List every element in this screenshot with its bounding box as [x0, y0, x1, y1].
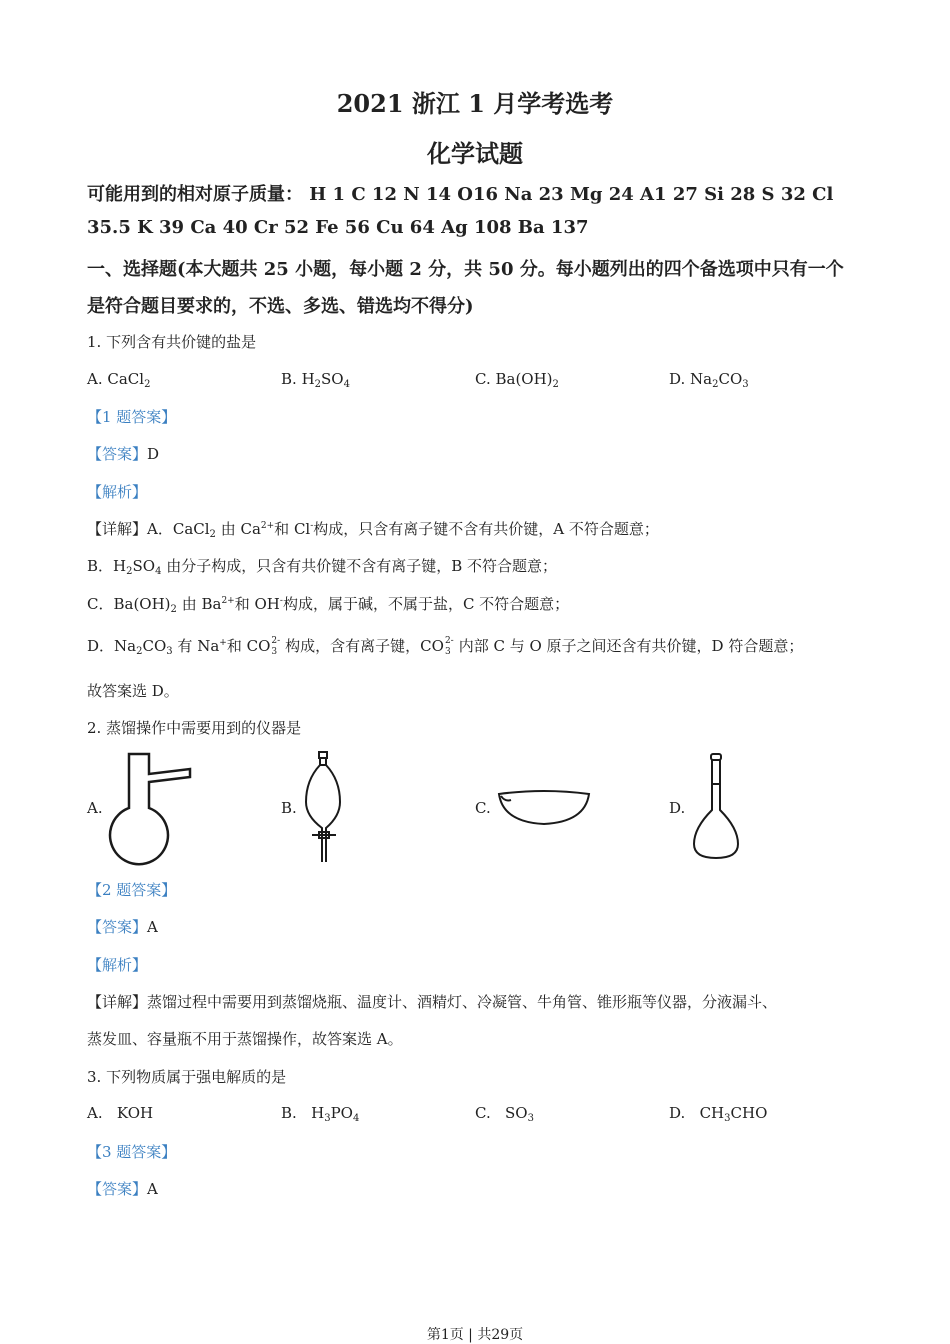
q3-option-b[interactable]: B. $H_3PO_4$ [281, 1104, 360, 1124]
q3-answer: 【答案】A [87, 1180, 158, 1198]
q2-option-d-label[interactable]: D. [669, 799, 686, 817]
volumetric-flask-icon [692, 752, 742, 862]
distilling-flask-icon [105, 752, 195, 862]
separatory-funnel-icon [300, 750, 350, 865]
q1-option-d[interactable]: D. $Na_2CO_3$ [669, 370, 749, 390]
section-heading-line1: 一、选择题(本大题共 25 小题，每小题 2 分，共 50 分。每小题列出的四个备选项中只有一个 [87, 259, 844, 280]
q1-option-c[interactable]: C. $Ba(OH)_2$ [475, 370, 559, 390]
q2-answer-header: 【2 题答案】 [87, 881, 177, 899]
atomic-masses-line1: 可能用到的相对原子质量： H 1 C 12 N 14 O16 Na 23 Mg 24 A1 27 Si 28 S 32 Cl [87, 184, 834, 205]
q1-option-a[interactable]: A. CaCl$_2$ [87, 370, 151, 390]
q2-option-a-label[interactable]: A. [87, 799, 103, 817]
q1-option-b[interactable]: B. $H_2SO_4$ [281, 370, 350, 390]
q1-stem: 1. 下列含有共价键的盐是 [87, 333, 257, 351]
q1-conclusion: 故答案选 D。 [87, 682, 179, 700]
q1-analysis-label: 【解析】 [87, 483, 148, 501]
q3-answer-header: 【3 题答案】 [87, 1143, 177, 1161]
q3-option-c[interactable]: C. $SO_3$ [475, 1104, 534, 1124]
q1-detail-c: C．$Ba(OH)_2$ 由 $Ba^{2+}$和 OH-构成，属于碱，不属于盐，C 不符合题意； [87, 595, 570, 615]
q1-detail-a: 【详解】A．CaCl$_2$ 由 $Ca^{2+}$和 Cl-构成，只含有离子键不含有共价键，A 不符合题意； [87, 520, 659, 540]
q2-detail-line2: 蒸发皿、容量瓶不用于蒸馏操作，故答案选 A。 [87, 1030, 403, 1048]
page-subtitle: 化学试题 [427, 139, 523, 168]
q2-stem: 2. 蒸馏操作中需要用到的仪器是 [87, 719, 302, 737]
page-title: 2021 浙江 1 月学考选考 [336, 89, 614, 118]
q2-analysis-label: 【解析】 [87, 956, 148, 974]
q1-detail-b: B．$H_2SO_4$ 由分子构成，只含有共价键不含有离子键，B 不符合题意； [87, 557, 558, 577]
page-footer: 第1页 | 共29页 [426, 1327, 524, 1343]
evaporating-dish-icon [497, 788, 592, 828]
q2-option-c-label[interactable]: C. [475, 799, 491, 817]
q3-option-d[interactable]: D. $CH_3CHO$ [669, 1104, 768, 1124]
q2-detail-line1: 【详解】蒸馏过程中需要用到蒸馏烧瓶、温度计、酒精灯、冷凝管、牛角管、锥形瓶等仪器，分液漏斗、 [87, 993, 778, 1011]
section-heading-line2: 是符合题目要求的，不选、多选、错选均不得分) [87, 296, 474, 317]
q1-answer: 【答案】D [87, 445, 160, 463]
q2-answer: 【答案】A [87, 918, 158, 936]
q3-option-a[interactable]: A. KOH [87, 1104, 154, 1122]
q2-option-b-label[interactable]: B. [281, 799, 297, 817]
q1-detail-d: D．$Na_2CO_3$ 有 Na+和 CO 2- 3 构成，含有离子键，CO 2- 3 内部 C 与 O 原子之间还含有共价键，D 符合题意； [87, 636, 804, 657]
atomic-masses-line2: 35.5 K 39 Ca 40 Cr 52 Fe 56 Cu 64 Ag 108 Ba 137 [87, 217, 589, 238]
q1-answer-header: 【1 题答案】 [87, 408, 177, 426]
q3-stem: 3. 下列物质属于强电解质的是 [87, 1068, 287, 1086]
